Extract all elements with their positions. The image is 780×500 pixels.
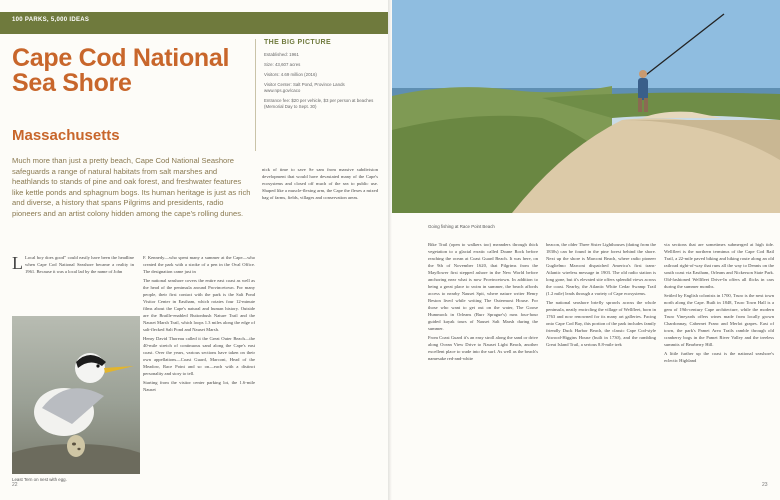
body-text: Local boy does good” could easily have been the headline when Cape Cod National Seashore became a reality in 1961. Because it was a local lad by the name of John [25, 255, 134, 274]
body-column-5 [546, 241, 656, 348]
body-text: From Coast Guard it's an easy stroll along the sand or drive along Ocean View Drive to Nauset Light Beach, another excellent place to wade into the surf. As well as the beach's namesake red-and-white [428, 335, 538, 361]
page-title: Cape Cod National Sea Shore [12, 44, 230, 97]
big-picture-box [255, 39, 382, 151]
body-text: beacon, the older Three Sister Lighthouses (dating from the 1830s) can be found in the pine forest behind the shore. Next up the shore is Marconi Beach, where radio pioneer Guglielmo Marconi dispatched America's first trans-Atlantic wireless message in 1903. The old radio station is long gone, but it's elevated site offers splendid views across the coast. Nearby, the Atlantic White Cedar Swamp Trail (1.2 mile) leads through a variety of Cape ecosystems. [546, 242, 656, 296]
big-picture-established: Established: 1961 [264, 52, 299, 57]
body-column-2 [143, 254, 255, 393]
body-text: The national seashore briefly sprawls across the whole peninsula, neatly encircling the village of Wellfleet, born in 1763 and now renowned for its many art galleries. Facing onto Cape Cod Bay, this portion of the park includes family friendly Duck Harbor Beach, the classic Cape Cod-style Atwood-Higgins House (built in 1730), and the rambling Great Island Trail, a serious 8.8-mile trek [546, 300, 656, 347]
body-text: Starting from the visitor center parking lot, the 1.6-mile Nauset [143, 380, 255, 392]
body-column-3 [262, 166, 378, 201]
beach-photo [392, 0, 780, 213]
page-subtitle: Massachusetts [12, 127, 120, 144]
drop-cap: L [12, 253, 23, 273]
tern-photo-caption: Least Tern on nest with egg. [12, 477, 67, 482]
page-number-left: 22 [12, 482, 18, 488]
body-text: Settled by English colonists in 1700, Truro is the next town north along the Cape. Built in 1848, Truro Town Hall is a gem of 19th-century Cape architecture, while the modern Truro Vineyards offers wines made from locally grown Chardonnay, Cabernet Franc and Merlot grapes. East of town, the park's Pamet Area Trails ramble through old cranberry bogs in the Pamet River Valley and the treeless summits of Bearberry Hill. [664, 293, 774, 347]
intro-paragraph: Much more than just a pretty beach, Cape Cod National Seashore safeguards a range of natural habitats from salt marshes and heathlands to stands of pine and oak forest, and freshwater features like kettle ponds and sphagnum bogs. Its human heritage is just as rich and diverse, a history that spans Pilgrims and presidents, radio pioneers and an artist colony hidden among the cape's rolling dunes. [12, 156, 251, 218]
body-column-6 [664, 241, 774, 364]
body-text: A little further up the coast is the national seashore's eclectic Highland [664, 351, 774, 363]
tern-photo [12, 316, 140, 474]
body-text: F. Kennedy—who spent many a summer at the Cape—who created the park with a stroke of a pen in the Oval Office. The designation came just in [143, 255, 255, 274]
big-picture-size: Size: 43,607 acres [264, 62, 301, 67]
body-text: nick of time to save Se sam from massive subdivision development that would have devastated many of the Cape's ecosystems and closed off much of the sea to public use. Shaped like a muscle-flexing arm, the Cape the flexes a mixed bag of farms, fields, villages and conservation areas. [262, 167, 378, 200]
header-band-text: 100 PARKS, 5,000 IDEAS [12, 17, 90, 23]
big-picture-fees: Entrance fee: $20 per vehicle, $3 per person at beaches (Memorial Day to Sept. 30) [264, 98, 374, 109]
body-column-1 [12, 254, 134, 275]
big-picture-visitor-center: Visitor Center: Salt Pond, Province Lands www.nps.gov/caco [264, 82, 345, 93]
body-text: Henry David Thoreau called it the Great Outer Beach—the 40-mile stretch of continuous sand along the Cape's east coast. Over the years, various sections have taken on their own appellations—Coast Guard, Marconi, Head of the Meadow, Race Point and so on—each with a distinct personality and story to tell. [143, 336, 255, 376]
page-number-right: 23 [762, 482, 768, 488]
body-column-4 [428, 241, 538, 362]
header-band [0, 12, 388, 34]
body-text: Bike Trail (open to walkers too) meanders through thick vegetation to a glacial erratic called Doane Rock before reaching the ocean at Coast Guard Beach. It was here, on the 9th of November 1620, that Pilgrims from the Mayflower first stepped ashore in the New World before anchoring near what is now Provincetown. In addition to being a great place to swim in summer, the beach affords access to nearby Nauset Spit, where nature writer Henry Beston lived while writing The Outermost House. For those who want to get out on the water, The Goose Hummock in Orleans (Burr Sprague's) runs four-hour guided kayak tours of Nauset Salt Marsh during the summer. [428, 242, 538, 331]
beach-photo-caption: Going fishing at Race Point Beach [428, 224, 495, 229]
big-picture-visitors: Visitors: 4.69 million (2016) [264, 72, 317, 77]
big-picture-heading: THE BIG PICTURE [264, 39, 332, 46]
body-text: via sections that are sometimes submerged at high tide. Wellfleet is the northern terminus of the Cape Cod Rail Trail, a 22-mile paved biking and hiking route along an old railroad right-of-way that runs all the way to Dennis on the south coast via Eastham, Orleans and Nickerson State Park. Old-fashioned Wellfleet Drive-In offers all flicks in cars during the summer months. [664, 242, 774, 289]
body-text: The national seashore covers the entire east coast as well as the head of the peninsula around Provincetown. For many people, their first contact with the park is the Salt Pond Visitor Center in Eastham, which rotates four 12-minute films about the Cape's natural and human history. Outside are the Braille-enabled Buttonbush Nature Trail and the Nauset Marsh Trail, which loops 1.3 miles along the edge of salt-flecked Salt Pond and Nauset Marsh. [143, 278, 255, 332]
